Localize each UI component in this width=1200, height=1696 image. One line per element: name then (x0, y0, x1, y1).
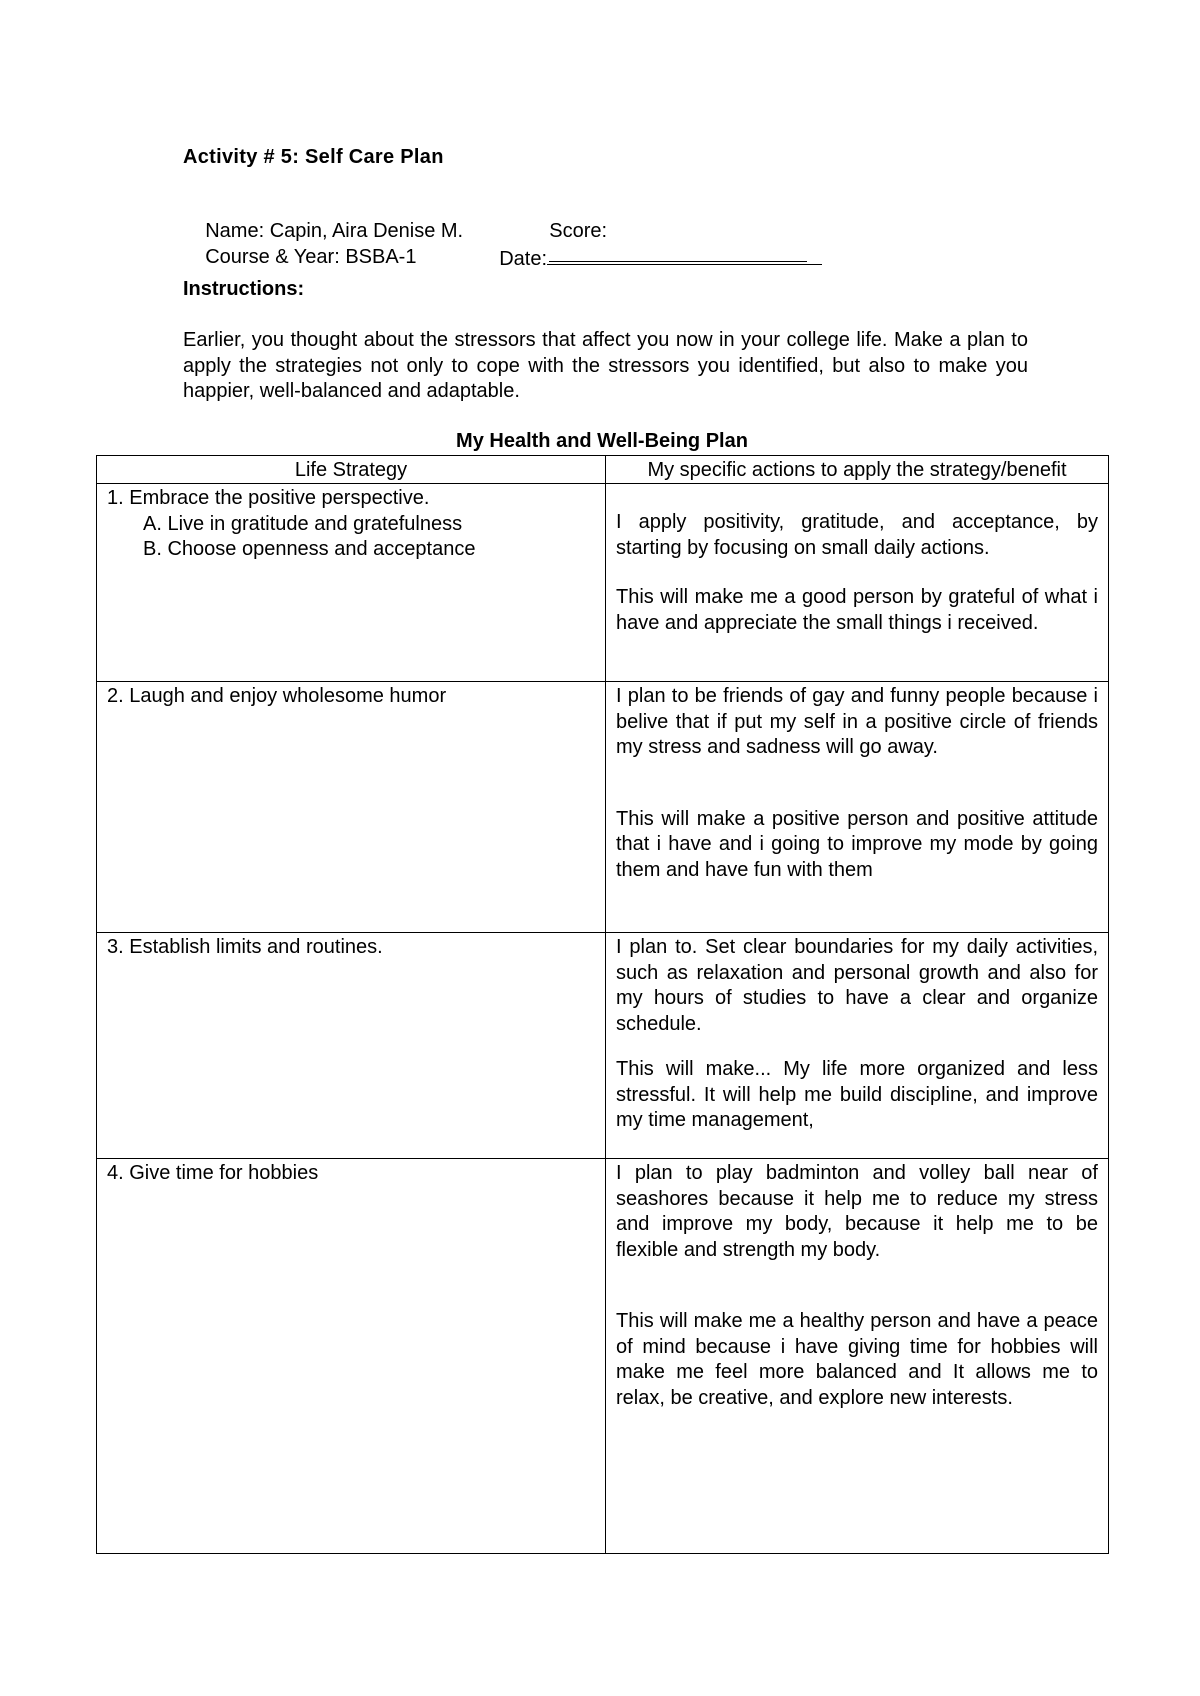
action-plan-text: I apply positivity, gratitude, and acceptance, by starting by focusing on small daily actions. (616, 511, 1098, 559)
strategy-text: 1. Embrace the positive perspective. (107, 487, 430, 509)
actions-cell (606, 1159, 1109, 1554)
strategy-cell (97, 484, 606, 682)
table-row (97, 682, 1109, 933)
actions-cell (606, 933, 1109, 1159)
date-line (477, 223, 822, 294)
strategy-sub-item: A. Live in gratitude and gratefulness (143, 512, 463, 535)
action-benefit-text: This will make me a good person by grateful of what i have and appreciate the small things i received. (616, 586, 1098, 634)
table-row (97, 1159, 1109, 1554)
instructions-text: Earlier, you thought about the stressors that affect you now in your college life. Make a plan to apply the strategies not only to cope with the stressors you identified, but also to make you happier, well-balanced and adaptable. (183, 329, 1028, 402)
strategy-text: 2. Laugh and enjoy wholesome humor (107, 685, 447, 707)
table-header-row (97, 456, 1109, 484)
action-plan-text: I plan to be friends of gay and funny people because i belive that if put my self in a positive circle of friends my stress and sadness will go away. (616, 685, 1098, 758)
activity-title: Activity # 5: Self Care Plan (183, 146, 444, 168)
score-label: Score: (549, 220, 608, 242)
header-specific-actions: My specific actions to apply the strategy/benefit (606, 456, 1109, 484)
plan-title: My Health and Well-Being Plan (456, 430, 748, 452)
table-row (97, 933, 1109, 1159)
instructions-heading: Instructions: (183, 278, 305, 300)
date-blank (547, 246, 822, 265)
course-label: Course & Year: BSBA-1 (205, 246, 417, 268)
action-benefit-text: This will make... My life more organized and less stressful. It will help me build discipline, and improve my time management, (616, 1058, 1098, 1131)
action-benefit-text: This will make me a healthy person and have a peace of mind because i have giving time for hobbies will make me feel more balanced and It allows me to relax, be creative, and explore new interests. (616, 1310, 1098, 1409)
strategy-text: 4. Give time for hobbies (107, 1162, 319, 1184)
table-row (97, 484, 1109, 682)
plan-table (96, 455, 1109, 1554)
actions-cell (606, 484, 1109, 682)
action-plan-text: I plan to. Set clear boundaries for my daily activities, such as relaxation and personal growth and also for my hours of studies to have a clear and organize schedule. (616, 936, 1098, 1035)
name-label: Name: Capin, Aira Denise M. (205, 220, 464, 242)
actions-cell (606, 682, 1109, 933)
strategy-sub-item: B. Choose openness and acceptance (143, 538, 476, 560)
strategy-cell (97, 682, 606, 933)
strategy-cell (97, 933, 606, 1159)
strategy-cell (97, 1159, 606, 1554)
strategy-text: 3. Establish limits and routines. (107, 936, 383, 958)
action-benefit-text: This will make a positive person and positive attitude that i have and i going to improve my mode by going them and have fun with them (616, 807, 1098, 881)
action-plan-text: I plan to play badminton and volley ball near of seashores because it help me to reduce my stress and improve my body, because it help me to be flexible and strength my body. (616, 1162, 1098, 1261)
header-life-strategy: Life Strategy (97, 456, 606, 484)
date-label: Date: (499, 248, 548, 270)
